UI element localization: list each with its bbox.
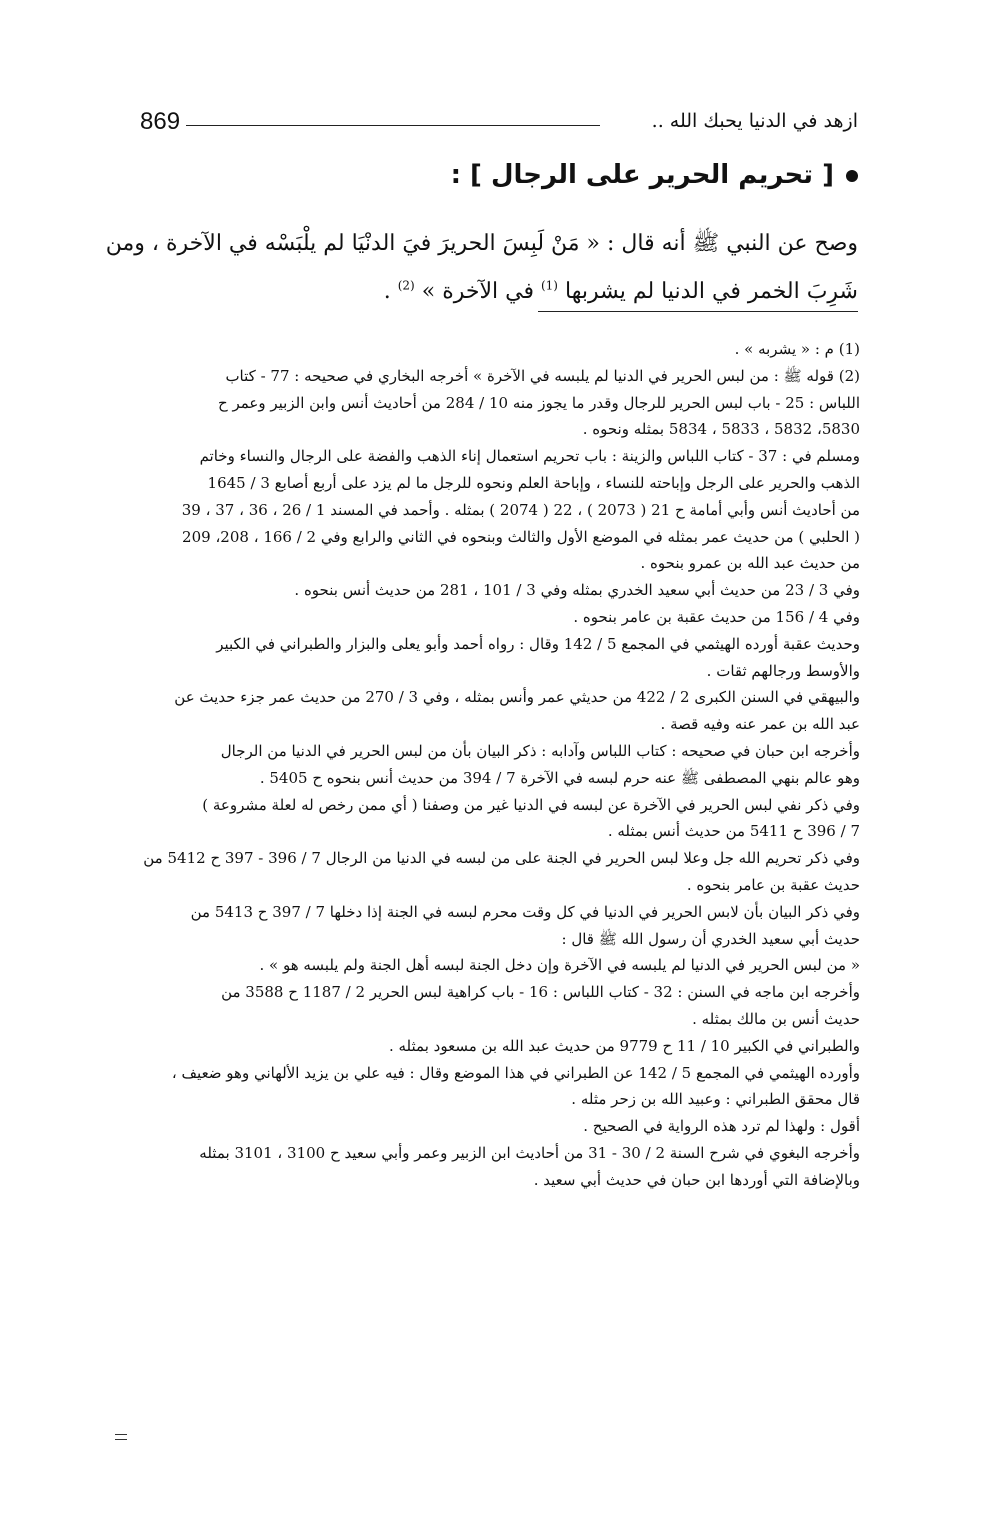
header-rule <box>186 125 600 126</box>
margin-mark <box>115 1434 127 1440</box>
footnote-line: ومسلم في : 37 - كتاب اللباس والزينة : باب تحريم استعمال إناء الذهب والفضة على الرجال والنساء وخاتم <box>199 447 860 466</box>
footnote-line: وأخرجه ابن حبان في صحيحه : كتاب اللباس وآدابه : ذكر البيان بأن من لبس الحرير في الدنيا من الرجال <box>220 741 860 760</box>
footnote-marker-1[interactable]: (1) <box>540 278 558 293</box>
footnote-line: وبالإضافة التي أوردها ابن حبان في حديث أبي سعيد . <box>533 1170 860 1189</box>
footnote-line: قال محقق الطبراني : وعبيد الله بن زحر مثله . <box>571 1090 860 1109</box>
footnote-line: وأخرجه البغوي في شرح السنة 2 / 30 - 31 من أحاديث ابن الزبير وعمر وأبي سعيد ح 3100 ، 3101 بمثله <box>199 1143 860 1162</box>
footnote-line: وفي ذكر نفي لبس الحرير في الآخرة عن لبسه في الدنيا غير من وصفنا ( أي ممن رخص له لعلة مشروعة ) <box>202 795 860 814</box>
bullet-icon <box>846 170 858 182</box>
hadith-line-1: وصح عن النبي ﷺ أنه قال : « مَنْ لَبِسَ الحريرَ فيَ الدنْيَا لم يلْبَسْه في الآخرة ، ومن <box>105 231 858 256</box>
footnote-line: وفي 3 / 23 من حديث أبي سعيد الخدري بمثله وفي 3 / 101 ، 281 من حديث أنس بنحوه . <box>294 581 860 600</box>
footnote-line: والبيهقي في السنن الكبرى 2 / 422 من حديثي عمر وأنس بمثله ، وفي 3 / 270 من حديث عمر جزء حديث عن <box>174 688 860 707</box>
footnote-line: وأورده الهيثمي في المجمع 5 / 142 عن الطبراني في هذا الموضع وقال : فيه علي بن يزيد الألهاني وهو ضعيف ، <box>171 1063 860 1082</box>
footnote-line: حديث أنس بن مالك بمثله . <box>692 1009 860 1028</box>
footnote-line: « من لبس الحرير في الدنيا لم يلبسه في الآخرة وإن دخل الجنة لبسه أهل الجنة ولم يلبسه هو » . <box>259 956 860 975</box>
footnote-line: والطبراني في الكبير 10 / 11 ح 9779 من حديث عبد الله بن مسعود بمثله . <box>388 1036 860 1055</box>
page-number: 869 <box>140 108 181 135</box>
footnotes <box>138 336 860 1194</box>
footnote-line: أقول : ولهذا لم ترد هذه الرواية في الصحيح . <box>583 1117 860 1136</box>
hadith-line-2-start: شَرِبَ الخمر في الدنيا لم يشربها <box>564 279 858 304</box>
section-heading <box>450 160 858 204</box>
footnote-line: الذهب والحرير على الرجل وإباحته للنساء ، وإباحة العلم ونحوه للرجل ما لم يزد على أربع أصابع 3 / 1645 <box>207 473 860 492</box>
hadith-line-2 <box>136 268 858 316</box>
footnote-line: (2) قوله ﷺ : من لبس الحرير في الدنيا لم يلبسه في الآخرة » أخرجه البخاري في صحيحه : 77 - كتاب <box>225 366 860 385</box>
footnote-line: وأخرجه ابن ماجه في السنن : 32 - كتاب اللباس : 16 - باب كراهية لبس الحرير 2 / 1187 ح 3588 من <box>221 983 860 1002</box>
footnote-line: وفي ذكر البيان بأن لابس الحرير في الدنيا في كل وقت محرم لبسه في الجنة إذا دخلها 7 / 397 ح 5413 من <box>190 902 860 921</box>
footnote-line: ( الحلبي ) من حديث عمر بمثله في الموضع الأول والثالث وبنحوه في الثاني والرابع وفي 2 / 166 ، 208، 209 <box>182 527 860 546</box>
footnote-line: حديث عقبة بن عامر بنحوه . <box>686 875 860 894</box>
footnote-separator <box>538 311 858 312</box>
footnote-line: 5830، 5832 ، 5833 ، 5834 بمثله ونحوه . <box>582 420 860 439</box>
footnote-line: حديث أبي سعيد الخدري أن رسول الله ﷺ قال : <box>561 929 860 948</box>
section-heading-text: [ تحريم الحرير على الرجال ] : <box>450 160 834 190</box>
footnote-marker-2[interactable]: (2) <box>397 278 415 293</box>
running-title: ازهد في الدنيا يحبك الله .. <box>651 110 858 132</box>
footnote-line: وفي 4 / 156 من حديث عقبة بن عامر بنحوه . <box>573 607 860 626</box>
footnote-line: وفي ذكر تحريم الله جل وعلا لبس الحرير في الجنة على من لبسه في الدنيا من الرجال 7 / 396 - 397 ح 5412 من <box>143 849 860 868</box>
footnote-line: اللباس : 25 - باب لبس الحرير للرجال وقدر ما يجوز منه 10 / 284 من أحاديث أنس وابن الزبير وعمر ح <box>218 393 860 412</box>
footnote-line: عبد الله بن عمر عنه وفيه قصة . <box>660 715 860 734</box>
footnote-line: من أحاديث أنس وأبي أمامة ح 21 ( 2073 ) ، 22 ( 2074 ) بمثله . وأحمد في المسند 1 / 26 ، 36 ، 37 ، 39 <box>181 500 860 519</box>
hadith-line-2-middle: في الآخرة » <box>421 279 534 304</box>
footnote-line: من حديث عبد الله بن عمرو بنحوه . <box>640 554 860 573</box>
hadith-text <box>105 220 858 316</box>
footnote-line: والأوسط ورجالهم ثقات . <box>706 661 860 680</box>
running-head <box>140 104 858 144</box>
footnote-line: 7 / 396 ح 5411 من حديث أنس بمثله . <box>607 822 860 841</box>
hadith-line-2-end: . <box>383 279 391 304</box>
footnote-line: وهو عالم بنهي المصطفى ﷺ عنه حرم لبسه في الآخرة 7 / 394 من حديث أنس بنحوه ح 5405 . <box>259 768 860 787</box>
footnote-line: وحديث عقبة أورده الهيثمي في المجمع 5 / 142 وقال : رواه أحمد وأبو يعلى والبزار والطبراني في الكبير <box>216 634 860 653</box>
footnote-line: (1) م : « يشربه » . <box>734 340 860 358</box>
